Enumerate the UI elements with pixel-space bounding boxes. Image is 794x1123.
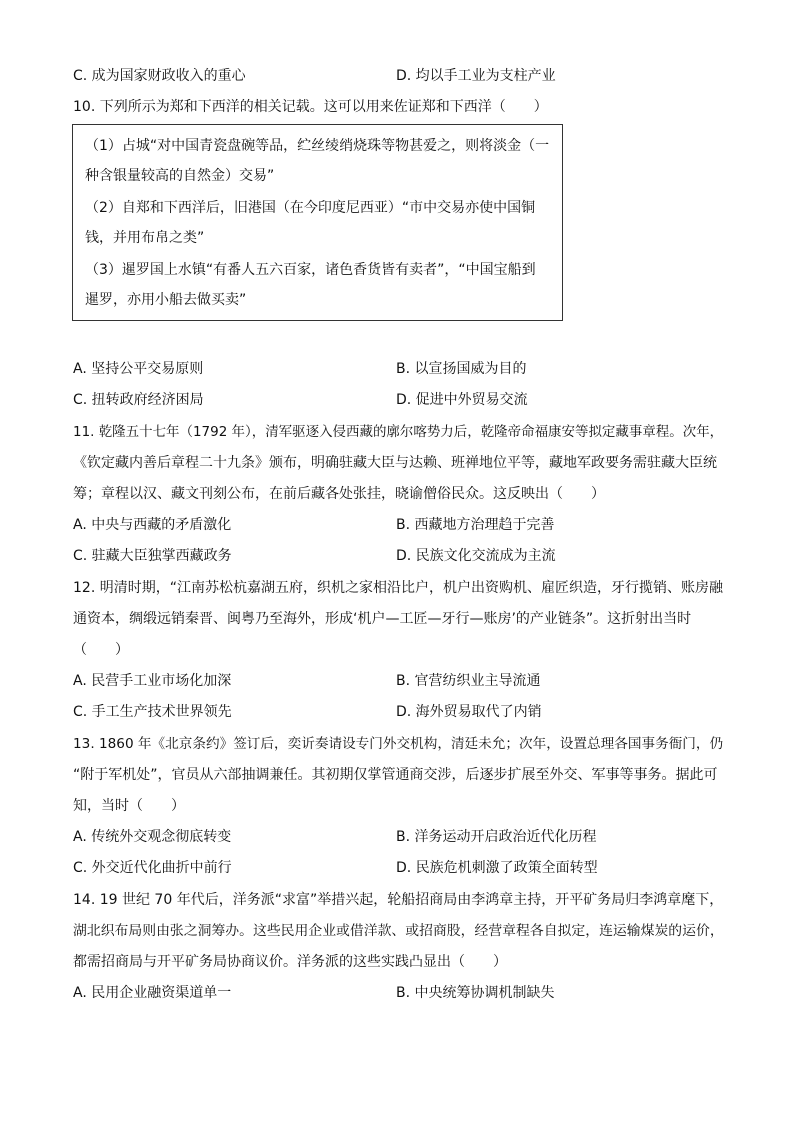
- q10-option-a[interactable]: A. 坚持公平交易原则: [73, 361, 204, 377]
- q12-option-c[interactable]: C. 手工生产技术世界领先: [73, 704, 232, 720]
- q12-option-a[interactable]: A. 民营手工业市场化加深: [73, 673, 232, 689]
- q14-stem-line: 14. 19 世纪 70 年代后，洋务派“求富”举措兴起，轮船招商局由李鸿章主持，开平矿务局归李鸿章麾下，: [73, 892, 724, 908]
- q10-source-line: （1）占城“对中国青瓷盘碗等品，纻丝绫绡烧珠等物甚爱之，则将淡金（一: [85, 138, 550, 154]
- q13-stem-line: 13. 1860 年《北京条约》签订后，奕䜣奏请设专门外交机构，清廷未允；次年，设置总理各国事务衙门，仍: [73, 736, 724, 752]
- q13-option-d[interactable]: D. 民族危机刺激了政策全面转型: [396, 860, 598, 876]
- q14-stem-line: 都需招商局与开平矿务局协商议价。洋务派的这些实践凸显出（ ）: [73, 954, 507, 970]
- q13-stem-line: 知，当时（ ）: [73, 798, 185, 814]
- q10-source-line: 暹罗，亦用小船去做买卖”: [85, 292, 247, 308]
- q11-option-a[interactable]: A. 中央与西藏的矛盾激化: [73, 517, 232, 533]
- q11-stem-line: 筹；章程以汉、藏文刊刻公布，在前后藏各处张挂，晓谕僧俗民众。这反映出（ ）: [73, 486, 605, 502]
- q14-stem-line: 湖北织布局则由张之洞筹办。这些民用企业或借洋款、或招商股，经营章程各自拟定，连运输煤炭的运价，: [73, 923, 724, 939]
- q13-option-b[interactable]: B. 洋务运动开启政治近代化历程: [396, 829, 597, 845]
- q10-source-line: （2）自郑和下西洋后，旧港国（在今印度尼西亚）“市中交易亦使中国铜: [85, 200, 536, 216]
- q10-source-line: 种含银量较高的自然金）交易”: [85, 168, 275, 184]
- q11-stem-line: 11. 乾隆五十七年（1792 年），清军驱逐入侵西藏的廓尔喀势力后，乾隆帝命福康安等拟定藏事章程。次年，: [73, 424, 724, 440]
- q12-stem-line: （ ）: [73, 642, 129, 658]
- q14-option-a[interactable]: A. 民用企业融资渠道单一: [73, 985, 232, 1001]
- q9-option-c[interactable]: C. 成为国家财政收入的重心: [73, 68, 246, 84]
- q13-stem-line: “附于军机处”，官员从六部抽调兼任。其初期仅掌管通商交涉，后逐步扩展至外交、军事等事务。据此可: [73, 767, 718, 783]
- q12-option-b[interactable]: B. 官营纺织业主导流通: [396, 673, 541, 689]
- q10-option-b[interactable]: B. 以宣扬国威为目的: [396, 361, 527, 377]
- q10-source-line: （3）暹罗国上水镇“有番人五六百家，诸色香货皆有卖者”，“中国宝船到: [85, 262, 536, 278]
- q12-stem-line: 通资本，绸缎远销秦晋、闽粤乃至海外，形成‘机户—工匠—牙行—账房’的产业链条”。这折射出当时: [73, 611, 692, 627]
- q11-option-d[interactable]: D. 民族文化交流成为主流: [396, 548, 556, 564]
- q13-option-a[interactable]: A. 传统外交观念彻底转变: [73, 829, 232, 845]
- q10-option-c[interactable]: C. 扭转政府经济困局: [73, 392, 204, 408]
- q9-option-d[interactable]: D. 均以手工业为支柱产业: [396, 68, 556, 84]
- q10-source-box: [72, 124, 563, 321]
- q13-option-c[interactable]: C. 外交近代化曲折中前行: [73, 860, 232, 876]
- q10-stem: 10. 下列所示为郑和下西洋的相关记载。这可以用来佐证郑和下西洋（ ）: [73, 99, 548, 115]
- q14-option-b[interactable]: B. 中央统筹协调机制缺失: [396, 985, 555, 1001]
- q10-option-d[interactable]: D. 促进中外贸易交流: [396, 392, 528, 408]
- q12-stem-line: 12. 明清时期，“江南苏松杭嘉湖五府，织机之家相沿比户，机户出资购机、雇匠织造，牙行揽销、账房融: [73, 580, 723, 596]
- q10-source-line: 钱，并用布帛之类”: [85, 230, 205, 246]
- q12-option-d[interactable]: D. 海外贸易取代了内销: [396, 704, 542, 720]
- q11-option-c[interactable]: C. 驻藏大臣独掌西藏政务: [73, 548, 232, 564]
- q11-option-b[interactable]: B. 西藏地方治理趋于完善: [396, 517, 555, 533]
- q11-stem-line: 《钦定藏内善后章程二十九条》颁布，明确驻藏大臣与达赖、班禅地位平等，藏地军政要务需驻藏大臣统: [73, 455, 717, 471]
